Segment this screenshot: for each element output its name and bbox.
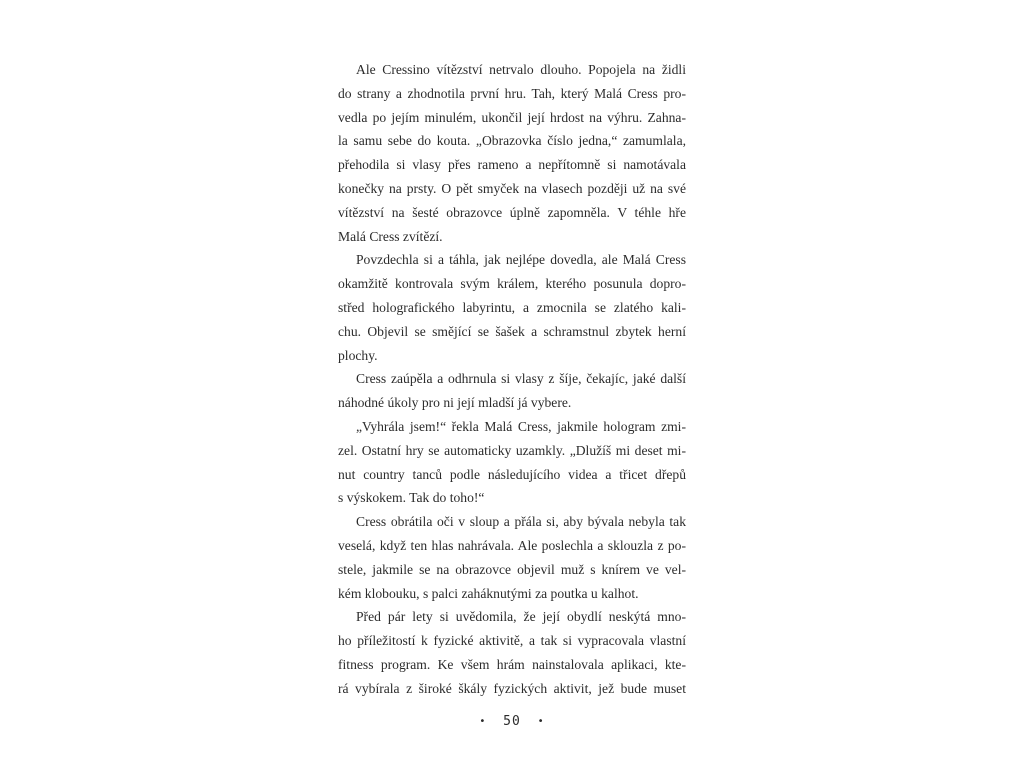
text-line: kém klobouku, s palci zaháknutými za poutka u kalhot. (338, 585, 639, 601)
text-line: s výskokem. Tak do toho!“ (338, 490, 485, 506)
text-line: konečky na prsty. O pět smyček na vlasech později už na své (338, 180, 686, 196)
text-line: veselá, když ten hlas nahrávala. Ale poslechla a sklouzla z po- (338, 537, 686, 553)
text-line: zel. Ostatní hry se automaticky uzamkly. „Dlužíš mi deset mi- (338, 442, 686, 458)
text-line: náhodné úkoly pro ni její mladší já vybere. (338, 395, 572, 411)
page-number-dot-right: • (537, 716, 545, 727)
text-line: fitness program. Ke všem hrám nainstalovala aplikaci, kte- (338, 656, 686, 672)
text-line: rá vybírala z široké škály fyzických aktivit, jež bude muset (338, 680, 686, 696)
text-line: vítězství na šesté obrazovce úplně zapomněla. V téhle hře (338, 204, 686, 220)
page-number-footer (0, 714, 1024, 729)
text-line: Cress obrátila oči v sloup a přála si, aby bývala nebyla tak (356, 514, 686, 530)
text-line: Ale Cressino vítězství netrvalo dlouho. Popojela na židli (356, 62, 686, 77)
text-line: Před pár lety si uvědomila, že její obydlí neskýtá mno- (356, 609, 686, 625)
page-number-dot-left: • (479, 716, 487, 727)
text-line: ho příležitostí k fyzické aktivitě, a tak si vypracovala vlastní (338, 633, 686, 649)
page-number: 50 (503, 714, 521, 729)
text-line: plochy. (338, 347, 378, 363)
text-line: Malá Cress zvítězí. (338, 228, 443, 244)
text-line: přehodila si vlasy přes rameno a nepřítomně si namotávala (338, 157, 686, 173)
text-line: Povzdechla si a táhla, jak nejlépe dovedla, ale Malá Cress (356, 252, 686, 268)
text-line: Cress zaúpěla a odhrnula si vlasy z šíje, čekajíc, jaké další (356, 371, 686, 387)
text-line: nut country tanců podle následujícího videa a třicet dřepů (338, 466, 686, 482)
text-line: vedla po jejím minulém, ukončil její hrdost na výhru. Zahna- (338, 109, 686, 125)
text-line: la samu sebe do kouta. „Obrazovka číslo jedna,“ zamumlala, (338, 133, 686, 149)
text-line: chu. Objevil se smějící se šašek a schramstnul zbytek herní (338, 323, 686, 339)
text-line: do strany a zhodnotila první hru. Tah, který Malá Cress pro- (338, 85, 686, 101)
text-line: okamžitě kontrovala svým králem, kterého posunula dopro- (338, 276, 686, 292)
text-line: „Vyhrála jsem!“ řekla Malá Cress, jakmile hologram zmi- (356, 418, 686, 434)
body-text (338, 58, 686, 701)
text-line: střed holografického labyrintu, a zmocnila se zlatého kali- (338, 299, 686, 315)
text-line: stele, jakmile se na obrazovce objevil muž s knírem ve vel- (338, 561, 686, 577)
